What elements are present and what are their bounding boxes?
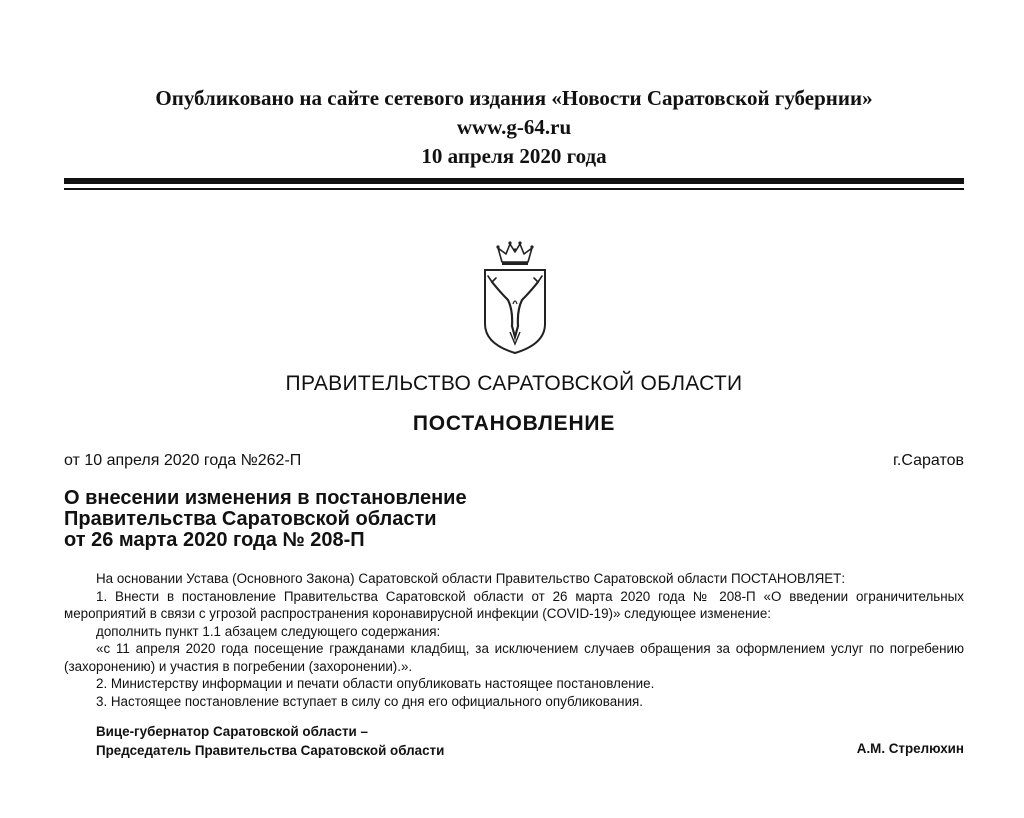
signatory-name: А.М. Стрелюхин: [856, 741, 964, 756]
body-paragraph: дополнить пункт 1.1 абзацем следующего содержания:: [96, 623, 441, 639]
decree-date-number: от 10 апреля 2020 года №262-П: [64, 452, 302, 469]
signatory-position-line: Вице-губернатор Саратовской области –: [96, 724, 368, 739]
body-paragraph: 1. Внести в постановление Правительства Саратовской области от 26 марта 2020 года № 208-П «О введении ограничительных мероприятий в связи с угрозой распространения коронавирусной инфекции (COVID-19)» следующее изменение:: [64, 588, 964, 621]
body-paragraph: «с 11 апреля 2020 года посещение гражданами кладбищ, за исключением случаев обращения за оформлением услуг по погребению (захоронению) и участия в погребении (захоронении).».: [64, 641, 964, 674]
header-divider-thin: [64, 188, 964, 190]
document-type: ПОСТАНОВЛЕНИЕ: [412, 412, 616, 435]
decree-title-line: Правительства Саратовской области: [64, 508, 437, 530]
header-divider-thick: [64, 178, 964, 184]
publication-website: www.g-64.ru: [456, 115, 572, 139]
decree-title-line: от 26 марта 2020 года № 208-П: [64, 529, 365, 551]
signatory-position: [96, 722, 444, 760]
body-paragraph: 2. Министерству информации и печати области опубликовать настоящее постановление.: [96, 676, 655, 691]
signatory-position-line: Председатель Правительства Саратовской области: [96, 743, 445, 758]
saratov-coat-of-arms-icon: [480, 240, 550, 356]
decree-body: [64, 570, 964, 710]
publication-line: Опубликовано на сайте сетевого издания «Новости Саратовской губернии»: [155, 86, 873, 110]
publication-header: [64, 84, 964, 171]
government-name: ПРАВИТЕЛЬСТВО САРАТОВСКОЙ ОБЛАСТИ: [285, 372, 743, 395]
publication-date: 10 апреля 2020 года: [421, 144, 607, 168]
body-paragraph: 3. Настоящее постановление вступает в силу со дня его официального опубликования.: [96, 693, 644, 709]
decree-title-line: О внесении изменения в постановление: [64, 487, 467, 509]
decree-city: г.Саратов: [893, 452, 964, 469]
decree-title: [64, 488, 467, 551]
body-paragraph: На основании Устава (Основного Закона) Саратовской области Правительство Саратовской области ПОСТАНОВЛЯЕТ:: [96, 571, 846, 586]
